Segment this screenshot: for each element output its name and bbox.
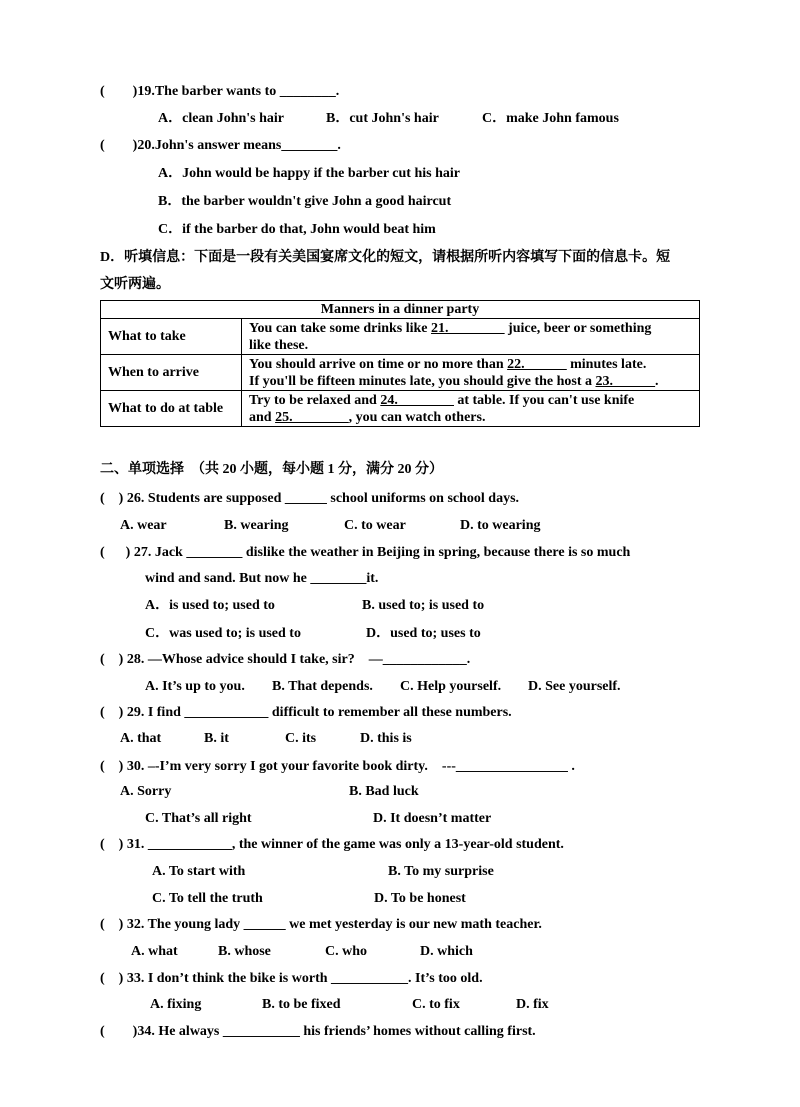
row-content: You can take some drinks like 21.________ juice, beer or something like these. bbox=[242, 319, 700, 355]
question-33-stem: ( ) 33. I don’t think the bike is worth ___________. It’s too old. bbox=[100, 971, 483, 986]
table-row bbox=[101, 391, 700, 427]
blank-23: 23.______ bbox=[595, 373, 656, 389]
question-31-stem: ( ) 31. ____________, the winner of the game was only a 13-year-old student. bbox=[100, 837, 564, 852]
row-label: What to do at table bbox=[101, 391, 242, 427]
q26-option-d: D. to wearing bbox=[460, 518, 541, 533]
q31-option-b: B. To my surprise bbox=[388, 864, 494, 879]
q29-option-d: D. this is bbox=[360, 731, 412, 746]
q28-option-c: C. Help yourself. bbox=[400, 679, 502, 694]
row-content: Try to be relaxed and 24.________ at table. If you can't use knife and 25.________, you can watch others. bbox=[242, 391, 700, 427]
question-19-stem: ( )19.The barber wants to ________. bbox=[100, 84, 340, 99]
q27-option-c: C．was used to; is used to bbox=[145, 626, 301, 641]
q30-option-a: A. Sorry bbox=[120, 784, 172, 799]
section-2-heading: 二、单项选择 （共 20 小题，每小题 1 分，满分 20 分） bbox=[100, 462, 443, 477]
question-20-stem: ( )20.John's answer means________. bbox=[100, 138, 341, 153]
q30-option-d: D. It doesn’t matter bbox=[373, 811, 492, 826]
q20-option-b: B．the barber wouldn't give John a good haircut bbox=[158, 194, 452, 209]
manners-info-table bbox=[100, 300, 700, 427]
q28-option-b: B. That depends. bbox=[272, 679, 373, 694]
section-d-instruction: D．听填信息：下面是一段有关美国宴席文化的短文，请根据所听内容填写下面的信息卡。短 bbox=[100, 250, 671, 265]
q29-option-b: B. it bbox=[204, 731, 229, 746]
table-row bbox=[101, 355, 700, 391]
q32-option-b: B. whose bbox=[218, 944, 271, 959]
q20-option-a: A．John would be happy if the barber cut his hair bbox=[158, 166, 460, 181]
question-27-stem: ( ) 27. Jack ________ dislike the weather in Beijing in spring, because there is so much bbox=[100, 545, 631, 560]
question-32-stem: ( ) 32. The young lady ______ we met yesterday is our new math teacher. bbox=[100, 917, 542, 932]
question-30-stem: ( ) 30. –-I’m very sorry I got your favorite book dirty. ---________________ . bbox=[100, 759, 575, 774]
q26-option-b: B. wearing bbox=[224, 518, 289, 533]
q26-option-c: C. to wear bbox=[344, 518, 406, 533]
q33-option-c: C. to fix bbox=[412, 997, 460, 1012]
table-title: Manners in a dinner party bbox=[101, 301, 700, 319]
q31-option-c: C. To tell the truth bbox=[152, 891, 263, 906]
q19-option-a: A．clean John's hair bbox=[158, 111, 285, 126]
q19-option-c: C．make John famous bbox=[482, 111, 619, 126]
row-label: What to take bbox=[101, 319, 242, 355]
row-label: When to arrive bbox=[101, 355, 242, 391]
q27-option-b: B. used to; is used to bbox=[362, 598, 485, 613]
question-34-stem: ( )34. He always ___________ his friends’ homes without calling first. bbox=[100, 1024, 536, 1039]
q33-option-a: A. fixing bbox=[150, 997, 202, 1012]
q27-option-a: A．is used to; used to bbox=[145, 598, 275, 613]
q27-option-d: D．used to; uses to bbox=[366, 626, 481, 641]
question-26-stem: ( ) 26. Students are supposed ______ school uniforms on school days. bbox=[100, 491, 520, 506]
blank-25: 25.________ bbox=[275, 409, 349, 425]
blank-24: 24.________ bbox=[380, 392, 454, 408]
q32-option-a: A. what bbox=[131, 944, 178, 959]
blank-21: 21.________ bbox=[431, 320, 505, 336]
q33-option-d: D. fix bbox=[516, 997, 549, 1012]
q32-option-d: D. which bbox=[420, 944, 473, 959]
q31-option-d: D. To be honest bbox=[374, 891, 466, 906]
q32-option-c: C. who bbox=[325, 944, 368, 959]
q20-option-c: C．if the barber do that, John would beat him bbox=[158, 222, 436, 237]
q33-option-b: B. to be fixed bbox=[262, 997, 341, 1012]
q30-option-c: C. That’s all right bbox=[145, 811, 252, 826]
question-29-stem: ( ) 29. I find ____________ difficult to remember all these numbers. bbox=[100, 705, 512, 720]
q31-option-a: A. To start with bbox=[152, 864, 246, 879]
q19-option-b: B．cut John's hair bbox=[326, 111, 439, 126]
q26-option-a: A. wear bbox=[120, 518, 167, 533]
q28-option-d: D. See yourself. bbox=[528, 679, 621, 694]
q29-option-c: C. its bbox=[285, 731, 317, 746]
section-d-instruction-cont: 文听两遍。 bbox=[100, 277, 170, 292]
q29-option-a: A. that bbox=[120, 731, 162, 746]
q28-option-a: A. It’s up to you. bbox=[145, 679, 245, 694]
q30-option-b: B. Bad luck bbox=[349, 784, 419, 799]
row-content: You should arrive on time or no more than 22.______ minutes late. If you'll be fifteen minutes late, you should give the host a 23.______. bbox=[242, 355, 700, 391]
table-row bbox=[101, 319, 700, 355]
blank-22: 22.______ bbox=[507, 356, 567, 372]
question-28-stem: ( ) 28. —Whose advice should I take, sir? —____________. bbox=[100, 652, 471, 667]
question-27-stem-cont: wind and sand. But now he ________it. bbox=[145, 571, 379, 586]
